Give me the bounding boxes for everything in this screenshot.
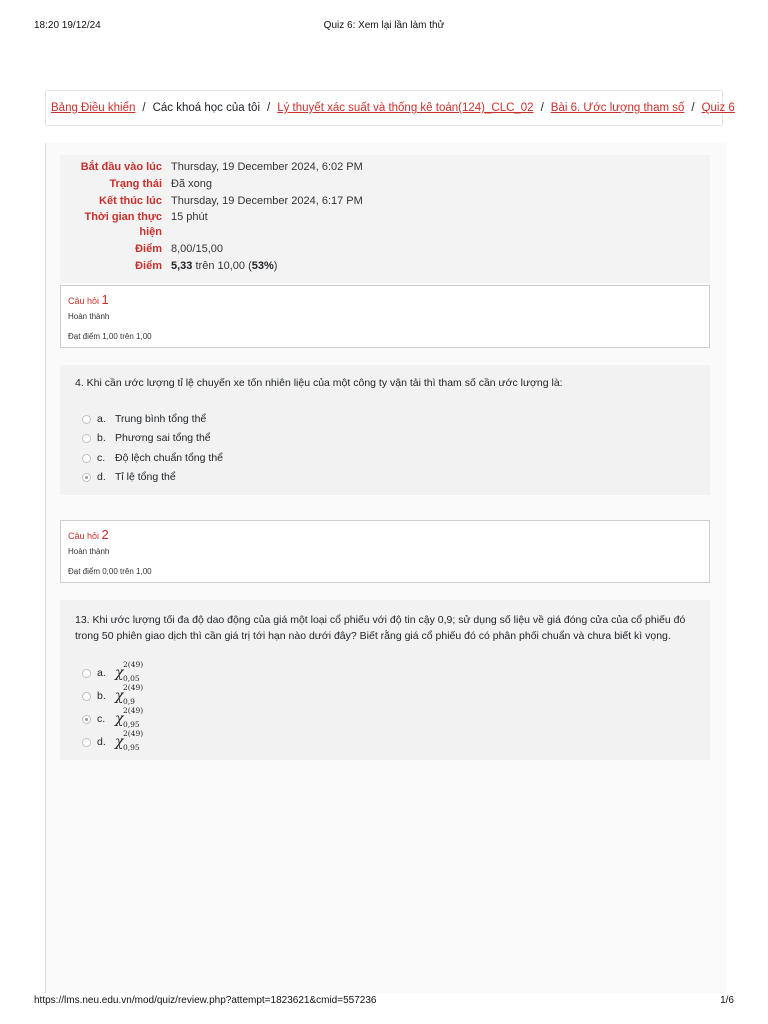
breadcrumb [45,90,735,126]
summary-value: Thursday, 19 December 2024, 6:17 PM [171,195,363,207]
question-1-info [60,285,710,348]
breadcrumb-separator: / [142,102,146,114]
question-number: Câu hỏi 2 [68,527,109,542]
print-footer [0,995,768,1009]
radio-button[interactable] [82,738,91,747]
radio-button[interactable] [82,692,91,701]
summary-label: Bắt đầu vào lúc [80,161,162,173]
breadcrumb-link-dashboard[interactable]: Bảng Điều khiển [51,102,136,114]
radio-button[interactable] [82,669,91,678]
breadcrumb-link-section[interactable]: Bài 6. Ước lượng tham số [550,102,685,114]
summary-value: Đã xong [171,178,212,190]
chi-square-symbol: χ 2(49) 0,95 [115,706,144,729]
breadcrumb-separator: / [540,102,544,114]
question-number: Câu hỏi 1 [68,292,109,307]
question-state: Hoàn thành [68,312,110,321]
grade-out-of: trên 10,00 ( [192,260,252,272]
print-timestamp: 18:20 19/12/24 [34,20,101,31]
radio-button[interactable] [82,434,91,443]
question-state: Hoàn thành [68,547,110,556]
summary-value: 8,00/15,00 [171,243,223,255]
print-url: https://lms.neu.edu.vn/mod/quiz/review.php?attempt=1823621&cmid=557236 [34,995,377,1006]
summary-value: Thursday, 19 December 2024, 6:02 PM [171,161,363,173]
summary-label: Trạng thái [109,178,162,190]
question-text-line-1: 13. Khi ước lượng tối đa độ dao động của giá một loại cổ phiếu với độ tin cậy 0,9; sử dụng số liệu về giá đóng cửa của cổ phiếu đó [75,614,686,626]
attempt-summary [60,155,710,283]
summary-label: Điểm [135,260,162,272]
grade-score: 5,33 [171,260,193,272]
print-page-title: Quiz 6: Xem lại lần làm thử [323,20,445,31]
radio-button[interactable] [82,454,91,463]
breadcrumb-my-courses: Các khoá học của tôi [152,102,261,114]
question-2-info [60,520,710,583]
breadcrumb-separator: / [691,102,695,114]
summary-value: 15 phút [171,211,208,223]
question-2-content: 13. Khi ước lượng tối đa độ dao động của giá một loại cổ phiếu với độ tin cậy 0,9; sử dụng số liệu về giá đóng cửa của cổ phiếu đó trong 50 phiên giao dịch thì cần giá trị tới hạn nào dưới đây? Biết rằng giá cổ phiếu đó có phân phối chuẩn và chưa biết kì vọng. a. χ 2(49) 0,05 b. χ 2(49) 0,9 c. χ 2(49) 0,95 d. χ 2(49) 0,95 [60,600,710,760]
question-grade: Đạt điểm 1,00 trên 1,00 [68,332,152,341]
summary-label: Điểm [135,243,162,255]
breadcrumb-link-course[interactable]: Lý thuyết xác suất và thống kê toán(124)_CLC_02 [277,102,534,114]
summary-value [171,259,277,273]
radio-button-selected[interactable] [82,473,91,482]
question-text-line-2: trong 50 phiên giao dịch thì cần giá trị tới hạn nào dưới đây? Biết rằng giá cổ phiếu đó có phân phối chuẩn và chưa biết kì vọng. [75,630,671,642]
grade-percent: 53% [251,260,274,272]
summary-label: Kết thúc lúc [99,195,162,207]
question-1-content: 4. Khi cần ước lượng tỉ lệ chuyến xe tốn nhiên liệu của một công ty vận tải thì tham số cần ước lượng là: a. Trung bình tổng thể b. Phương sai tổng thể c. Độ lệch chuẩn tổng thể d. Tỉ lệ tổng thể [60,365,710,495]
question-grade: Đạt điểm 0,00 trên 1,00 [68,567,152,576]
breadcrumb-link-quiz[interactable]: Quiz 6 [701,102,735,114]
chi-square-symbol: χ 2(49) 0,9 [115,683,144,706]
breadcrumb-separator: / [267,102,271,114]
grade-close: ) [273,260,278,272]
print-page-number: 1/6 [720,995,734,1006]
chi-square-symbol: χ 2(49) 0,95 [115,729,144,752]
chi-square-symbol: χ 2(49) 0,05 [115,660,144,683]
radio-button-selected[interactable] [82,715,91,724]
summary-label: Thời gian thực [84,211,162,223]
radio-button[interactable] [82,415,91,424]
question-text: 4. Khi cần ước lượng tỉ lệ chuyến xe tốn nhiên liệu của một công ty vận tải thì tham số cần ước lượng là: [75,377,563,389]
print-header [0,20,768,34]
summary-label: hiện [139,226,162,238]
